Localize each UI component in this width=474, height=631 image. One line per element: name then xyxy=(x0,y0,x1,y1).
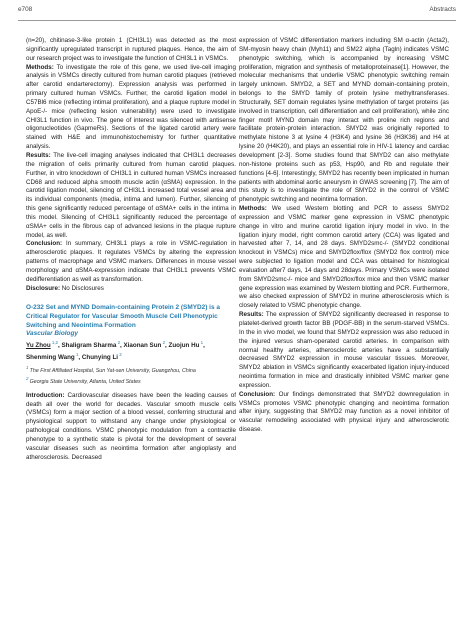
author-affiliation-mark: 1 xyxy=(74,352,79,358)
author-affiliation-mark: 2 xyxy=(118,352,122,358)
right-column xyxy=(239,37,449,435)
methods-paragraph-2 xyxy=(239,205,449,311)
continued-paragraph xyxy=(239,37,449,205)
abstract-category: Vascular Biology xyxy=(26,330,78,338)
results-text: The live-cell imaging analyses indicated that CHI3L1 decreases the migration of cells primarily cultured from human carotid plaques. Further, in vitro knockdown of CHI3L1 in cultured human VSMCs increased CD68 and reduced alpha smooth muscle actin (αSMA) expression. In the carotid ligation model, silencing of CHI3L1 increased total vessel area and its individual components (media, intima and lumen). Further, silencing of this gene significantly reduced percentage of αSMA+ cells in the intima in this model. Silencing of CHI3L1 significantly reduced the percentage of αSMA+ cells in the fibrous cap of advanced lesions in the plaque rupture model, as well. xyxy=(26,151,237,239)
affiliation-mark: 2 xyxy=(26,375,30,381)
intro2-label: Introduction: xyxy=(26,391,65,399)
spacer xyxy=(26,293,236,303)
page-number: e708 xyxy=(18,6,33,13)
author-affiliation-mark: 1,2 xyxy=(50,340,58,346)
author-affiliation-mark: 2 xyxy=(116,340,121,346)
author-name: Shaligram Sharma xyxy=(61,342,117,350)
author-list: Yu Zhou $^{1,2}$, Shaligram Sharma $^2$, Xiaonan Sun $^2$, Zuojun Hu $^1$, Shenming Wang $^1$, Chunying Li $^2$ xyxy=(26,340,205,362)
affiliation xyxy=(26,375,236,386)
methods-paragraph xyxy=(26,64,236,152)
affiliation xyxy=(26,364,236,375)
section-label: Abstracts xyxy=(429,6,456,13)
disclosure-text: No Disclosures xyxy=(61,284,104,292)
conclusion-label-2: Conclusion: xyxy=(239,390,276,398)
results-paragraph xyxy=(26,152,236,240)
abstract-title xyxy=(26,303,236,330)
results-paragraph-2 xyxy=(239,311,449,391)
intro2-text: Cardiovascular diseases have been the leading causes of death all over the world for decades. Vascular smooth muscle cells (VSMCs) form a major section of a blood vessel, conferring structural and physiological support to withstand any change under physiological or pathological conditions. VSMC phenotypic modulation from a contractile phenotype to a synthetic state is pivotal for the development of several vascular diseases such as neointima formation after angioplasty and atherosclerosis. Decreased xyxy=(26,391,236,461)
disclosure-label: Disclosure: xyxy=(26,284,61,292)
affiliation-text: Georgia State University, Atlanta, United States xyxy=(29,378,141,385)
intro2-paragraph xyxy=(26,392,236,463)
author-name: Shenming Wang xyxy=(26,354,75,362)
methods-label-2: Methods: xyxy=(239,205,267,213)
conclusion-paragraph-2 xyxy=(239,391,449,435)
author-name: Xiaonan Sun xyxy=(123,342,162,350)
disclosure-paragraph xyxy=(26,285,236,294)
conclusion-text-2: Our findings demonstrated that SMYD2 downregulation in VSMCs promotes VSMC phenotypic changing and neointima formation after injury, suggesting that SMYD2 may function as a novel inhibitor of vascular remodeling associated with physical injury and atherosclerotic disease. xyxy=(239,390,449,434)
author-name: Zuojun Hu xyxy=(168,342,200,350)
intro-paragraph xyxy=(26,37,236,64)
results-label: Results: xyxy=(26,151,51,159)
author-affiliation-mark: 2 xyxy=(161,340,166,346)
conclusion-text: In summary, CHI3L1 plays a role in VSMC-regulation in atherosclerotic plaques. It regulates VSMCs by altering the expression patterns of macrophage and VSMC markers. Differences in mouse vessel morphology and αSMA-expression indicate that CHI3L1 prevents VSMC dedifferentiation as well as transformation. xyxy=(26,240,236,283)
continued-text: expression of VSMC differentiation markers including SM α-actin (Acta2), SM-myosin heavy chain (Myh11) and SM22 alpha (Tagln) indicates VSMC phenotypic switching, which is accompanied by increasing VSMC proliferation, migration and synthesis of metalloproteinase[1]. However, the molecular mechanisms that underlie VSMC phenotypic switching remain largely unknown. SMYD2, a SET and MYND domain-containing protein, belongs to the SMYD family of protein lysine methyltransferases. Structurally, SET domain regulates lysine methylation of target proteins (as involved in transcription, cell differentiation and cell proliferation), while zinc finger motif MYND domain may interact with proline rich regions and facilitate protein-protein interaction. SMYD2 was originally reported to methylate histone 3 at lysine 4 (H3K4) and lysine 36 (H3K36) and H4 at lysine 20 (H4K20), and plays an essential role in HIV-1 latency and cardiac development [2-3]. Some studies found that SMYD2 can also methylate non-histone proteins such as p53, Hsp90, and Rb and regulate their functions [4-6]. Interestingly, SMYD2 has recently been implicated in human patients with abdominal aortic aneurysm in GWAS screening [7]. The aim of this study is to investigate the role of SMYD2 in the control of VSMC phenotypic switching and neointima formation. xyxy=(239,37,449,204)
methods-text-2: We used Western blotting and PCR to assess SMYD2 expression and VSMC marker gene expression in VSMC phenotypic change in vitro and murine carotid ligation injury model in vivo. In the ligation injury model, right common carotid artery (CCA) was ligated and harvested after 7, 14, and 28 days. SMYD2smc-/- (SMYD2 conditional knockout in VSMCs) mice and SMYD2flox/flox (SMYD2 flox control) mice were subjected to ligation model and CCA was obtained for histological evaluation after7 days, 14 days and 28days. Primary VSMCs were isolated from SMYD2smc-/- mice and SMYD2flox/flox mice and then VSMC marker gene expression was examined by Western blotting and PCR. Furthermore, we also checked expression of SMYD2 in murine atherosclerosis which is closely related to VSMC phenotypic change. xyxy=(239,205,449,310)
conclusion-paragraph xyxy=(26,240,236,284)
left-column xyxy=(26,37,236,462)
abstract-code: O-232 xyxy=(26,304,44,312)
conclusion-label: Conclusion: xyxy=(26,240,63,248)
methods-label: Methods: xyxy=(26,63,54,71)
results-label-2: Results: xyxy=(239,311,264,319)
page-header xyxy=(18,6,456,20)
abstract-title-text: Set and MYND Domain-containing Protein 2 (SMYD2) is a Critical Regulator for Vascular Smooth Muscle Cell Phenotypic Switching and Neointima Formation xyxy=(26,304,220,330)
header-rule xyxy=(18,20,456,21)
author-name: Yu Zhou xyxy=(26,342,51,350)
intro-text: (n=20), chitinase-3-like protein 1 (CHI3L1) was detected as the most significantly upregulated transcript in ruptured plaques. Hence, the aim of our research project was to investigate the function of CHI3L1 in VSMCs. xyxy=(26,37,236,62)
results-text-2: The expression of SMYD2 significantly decreased in response to platelet-derived growth factor BB (PDGF-BB) in the serum-starved VSMCs. In the in vivo model, we found that SMYD2 expression was also reduced in the injured versus sham-operated carotid arteries. In comparison with normal healthy arteries, atherosclerotic arteries have a substantially decreased SMYD2 expression in mouse vascular tissues. Moreover, SMYD2 ablation in VSMCs significantly exacerbated ligation injury-induced neointima formation in mice and drastically inhibited VSMC marker gene expression. xyxy=(239,311,449,389)
author-affiliation-mark: 1 xyxy=(199,340,204,346)
affiliation-text: The First Affiliated Hospital, Sun Yat-sen University, Guangzhou, China xyxy=(29,367,196,374)
affiliation-list xyxy=(26,364,236,386)
affiliation-mark: 1 xyxy=(26,365,30,371)
author-name: Chunying Li xyxy=(81,354,118,362)
methods-text: To investigate the role of this gene, we used live-cell imaging analysis in VSMCs directly cultured from human carotid plaques (retrieved after carotid endarterectomy). Expression analysis was performed in primary cultured human VSMCs. Further, the carotid ligation model in C57Bl6 mice (reflecting intimal proliferation), and a plaque rupture model in ApoE-/- mice (reflecting lesion vulnerability) were used to investigate CHI3L1 function in vivo. The gene of interest was silenced with antisense oligonucleotides (GapmeRs). Sections of the ligated carotid artery were stained with H&E and immunohistochemistry for further quantitative analysis. xyxy=(26,63,236,151)
